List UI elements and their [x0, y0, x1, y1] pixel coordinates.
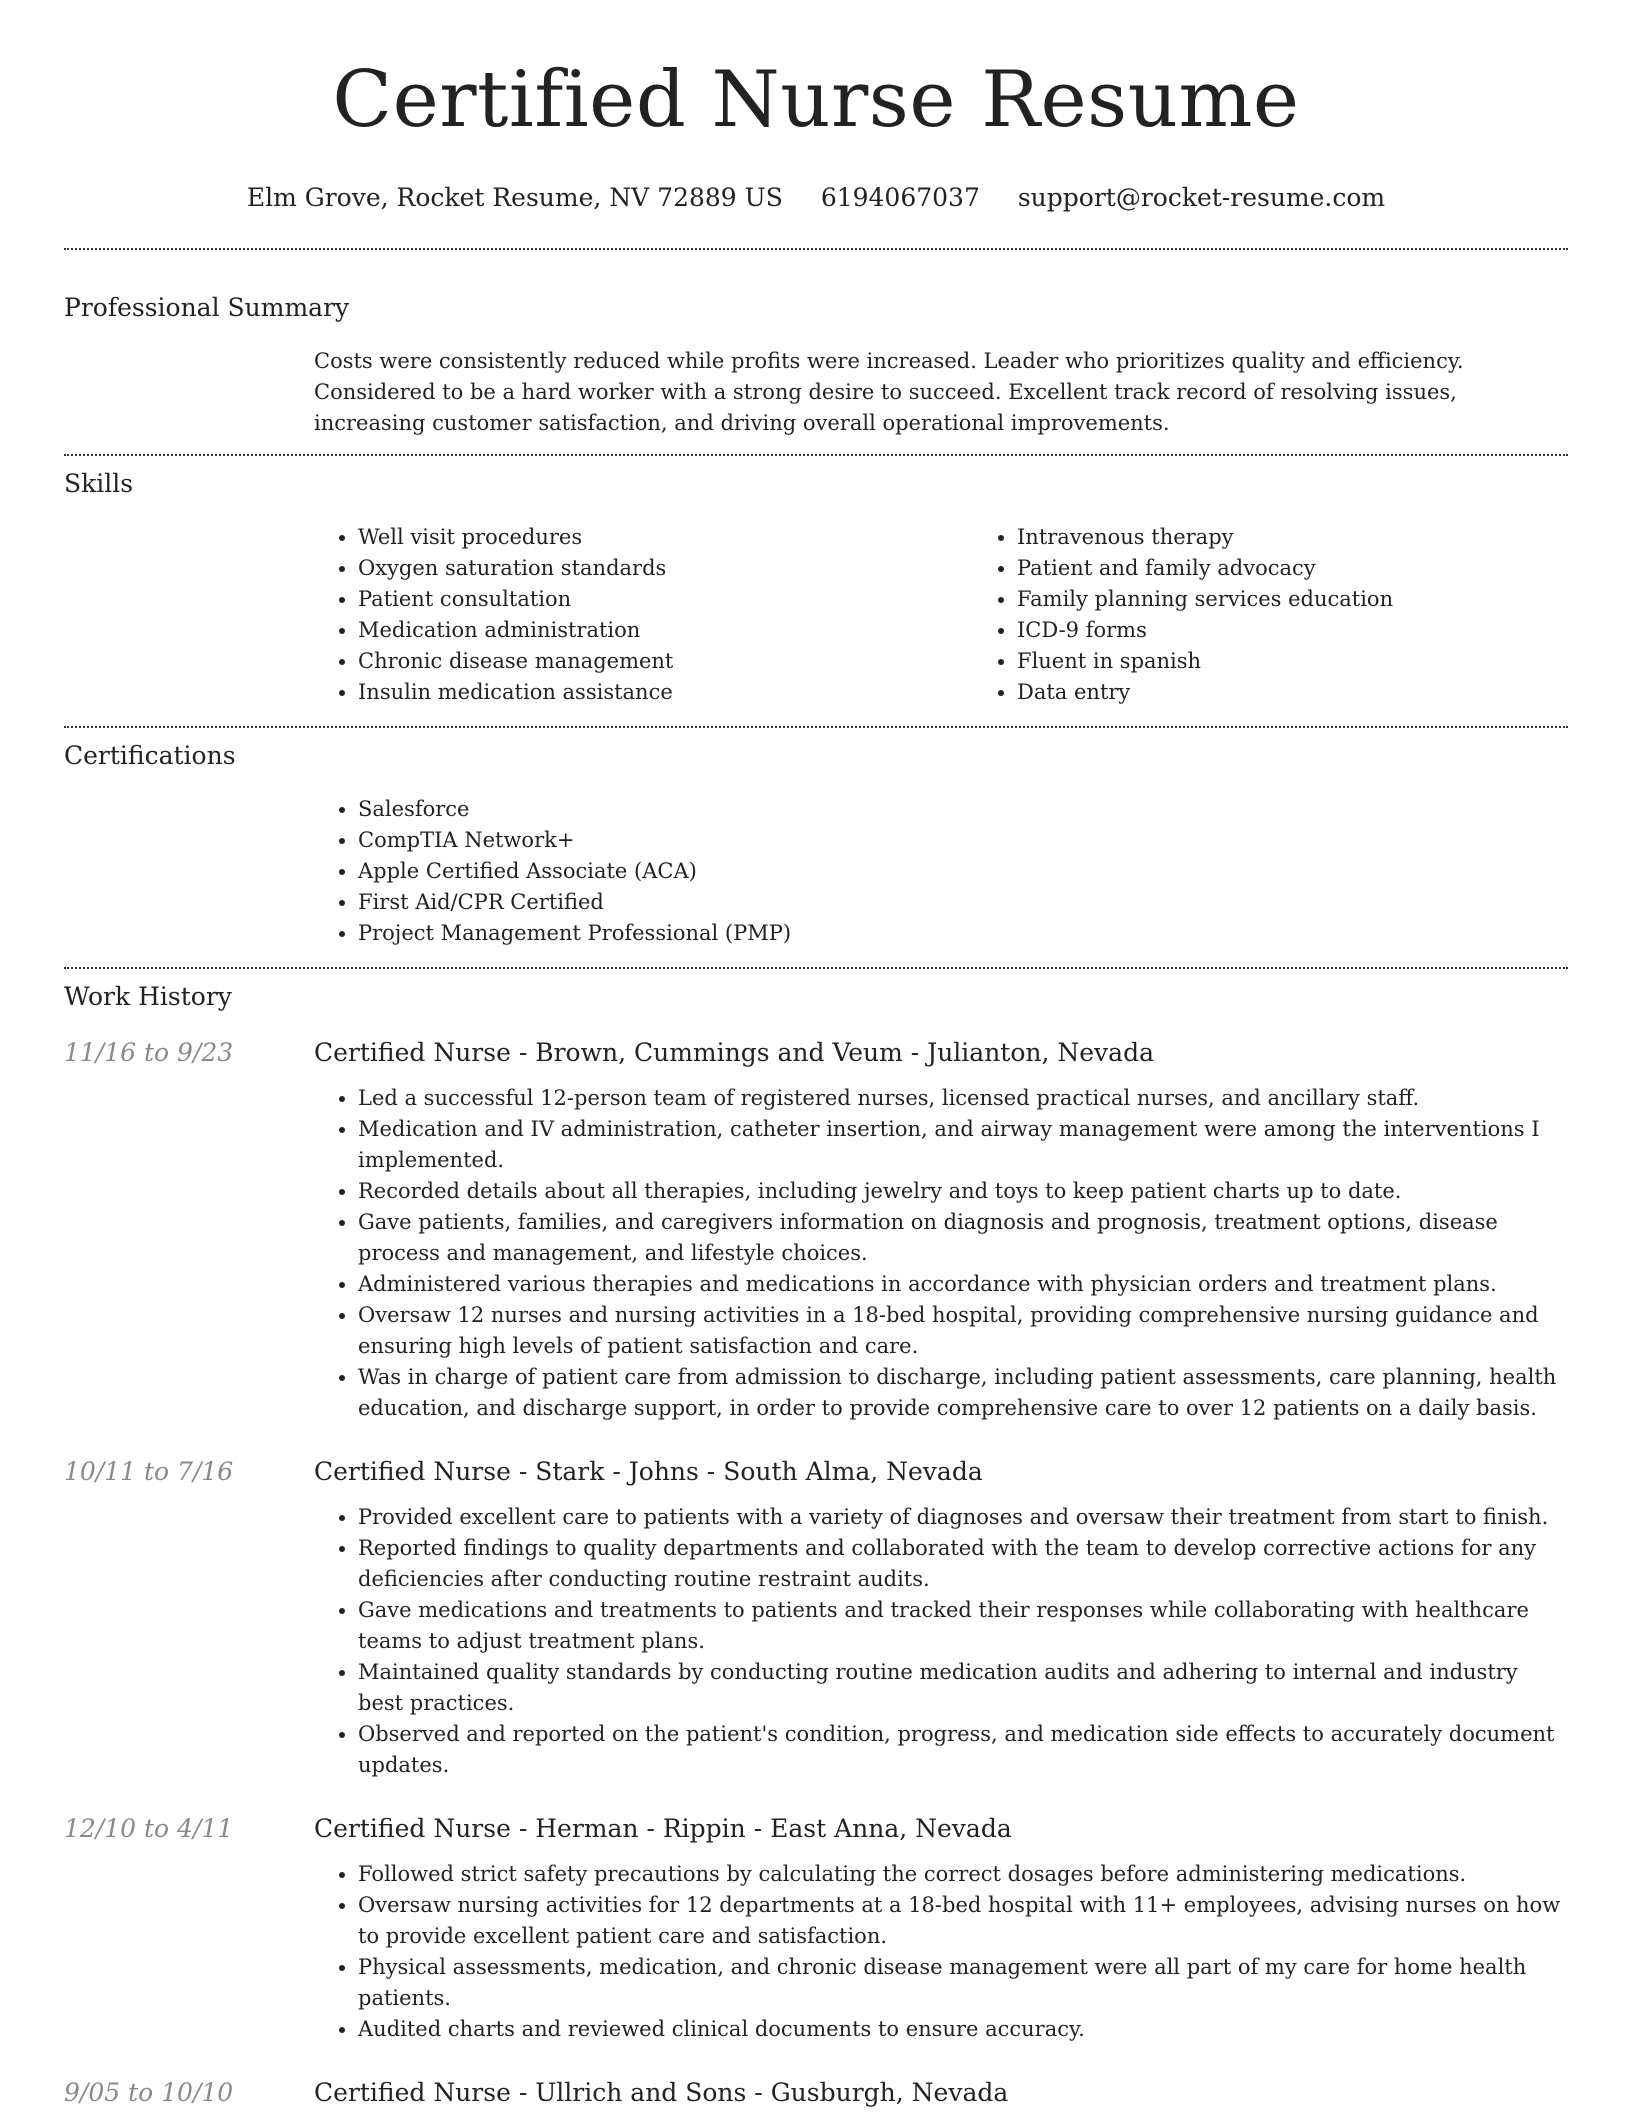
- section-title-skills: Skills: [64, 469, 134, 498]
- certifications-list: [314, 794, 1568, 949]
- job-bullet: • Gave medications and treatments to patients and tracked their responses while collaborating with healthcare teams to adjust treatment plans.: [358, 1595, 1568, 1657]
- job-bullet: • Gave patients, families, and caregivers information on diagnosis and prognosis, treatment options, disease process and management, and lifestyle choices.: [358, 1207, 1568, 1269]
- certification-item: • First Aid/CPR Certified: [358, 887, 1568, 918]
- divider: [64, 726, 1568, 728]
- divider: [64, 454, 1568, 456]
- job-bullet: • Reported findings to quality departments and collaborated with the team to develop corrective actions for any deficiencies after conducting routine restraint audits.: [358, 1533, 1568, 1595]
- skills-list-left: [314, 522, 973, 708]
- job-dates: 10/11 to 7/16: [64, 1457, 234, 1486]
- job-bullet: • Audited charts and reviewed clinical documents to ensure accuracy.: [358, 2014, 1568, 2045]
- resume-page: [64, 0, 1568, 2109]
- job-dates: 11/16 to 9/23: [64, 1038, 234, 1067]
- job-bullet: • Led a successful 12-person team of registered nurses, licensed practical nurses, and ancillary staff.: [358, 1083, 1568, 1114]
- skill-item: • Chronic disease management: [358, 646, 973, 677]
- job-dates: 12/10 to 4/11: [64, 1814, 234, 1843]
- skill-item: • Data entry: [1017, 677, 1632, 708]
- job-bullets: [314, 1502, 1568, 1781]
- skill-item: • Intravenous therapy: [1017, 522, 1632, 553]
- job-bullet: • Administered various therapies and medications in accordance with physician orders and treatment plans.: [358, 1269, 1568, 1300]
- job-bullet: • Oversaw 12 nurses and nursing activities in a 18-bed hospital, providing comprehensive nursing guidance and ensuring high levels of patient satisfaction and care.: [358, 1300, 1568, 1362]
- job-bullet: • Observed and reported on the patient's condition, progress, and medication side effects to accurately document updates.: [358, 1719, 1568, 1781]
- job-bullet: • Recorded details about all therapies, including jewelry and toys to keep patient charts up to date.: [358, 1176, 1568, 1207]
- divider: [64, 248, 1568, 250]
- skill-item: • Insulin medication assistance: [358, 677, 973, 708]
- certification-item: • Project Management Professional (PMP): [358, 918, 1568, 949]
- skill-item: • Oxygen saturation standards: [358, 553, 973, 584]
- divider: [64, 967, 1568, 969]
- job-bullet: • Maintained quality standards by conducting routine medication audits and adhering to internal and industry best practices.: [358, 1657, 1568, 1719]
- work-history-section: [64, 981, 1568, 2109]
- job-bullet: • Followed strict safety precautions by calculating the correct dosages before administering medications.: [358, 1859, 1568, 1890]
- job-bullets: [314, 1083, 1568, 1424]
- certifications-section: [64, 740, 1568, 949]
- skill-item: • ICD-9 forms: [1017, 615, 1632, 646]
- skill-item: • Patient and family advocacy: [1017, 553, 1632, 584]
- job-heading: Certified Nurse - Stark - Johns - South Alma, Nevada: [314, 1457, 983, 1486]
- job-bullet: • Oversaw nursing activities for 12 departments at a 18-bed hospital with 11+ employees, advising nurses on how to provide excellent patient care and satisfaction.: [358, 1890, 1568, 1952]
- skill-item: • Family planning services education: [1017, 584, 1632, 615]
- job-entry: [64, 1813, 1568, 2045]
- contact-phone: 6194067037: [820, 183, 980, 212]
- job-heading: Certified Nurse - Herman - Rippin - East Anna, Nevada: [314, 1814, 1012, 1843]
- job-entry: [64, 2077, 1568, 2109]
- section-title-certifications: Certifications: [64, 741, 236, 770]
- skill-item: • Patient consultation: [358, 584, 973, 615]
- job-entry: [64, 1456, 1568, 1781]
- resume-title: Certified Nurse Resume: [332, 55, 1300, 145]
- summary-section: [64, 292, 1568, 439]
- contact-address: Elm Grove, Rocket Resume, NV 72889 US: [246, 183, 783, 212]
- section-title-work-history: Work History: [64, 982, 232, 1011]
- summary-text: Costs were consistently reduced while profits were increased. Leader who prioritizes quality and efficiency. Considered to be a hard worker with a strong desire to succeed. Excellent track record of resolving issues, increasing customer satisfaction, and driving overall operational improvements.: [314, 349, 1464, 435]
- skills-list-right: [973, 522, 1632, 708]
- job-bullet: • Was in charge of patient care from admission to discharge, including patient assessments, care planning, health education, and discharge support, in order to provide comprehensive care to over 12 patients on a daily basis.: [358, 1362, 1568, 1424]
- contact-email: support@rocket-resume.com: [1017, 183, 1386, 212]
- certification-item: • Salesforce: [358, 794, 1568, 825]
- job-bullets: [314, 1859, 1568, 2045]
- certification-item: • CompTIA Network+: [358, 825, 1568, 856]
- job-heading: Certified Nurse - Ullrich and Sons - Gusburgh, Nevada: [314, 2078, 1009, 2107]
- skill-item: • Fluent in spanish: [1017, 646, 1632, 677]
- certification-item: • Apple Certified Associate (ACA): [358, 856, 1568, 887]
- skill-item: • Well visit procedures: [358, 522, 973, 553]
- job-heading: Certified Nurse - Brown, Cummings and Veum - Julianton, Nevada: [314, 1038, 1154, 1067]
- contact-line: [64, 182, 1568, 214]
- job-bullet: • Provided excellent care to patients with a variety of diagnoses and oversaw their treatment from start to finish.: [358, 1502, 1568, 1533]
- job-bullet: • Physical assessments, medication, and chronic disease management were all part of my care for home health patients.: [358, 1952, 1568, 2014]
- job-bullet: • Medication and IV administration, catheter insertion, and airway management were among the interventions I implemented.: [358, 1114, 1568, 1176]
- section-title-summary: Professional Summary: [64, 293, 350, 322]
- skill-item: • Medication administration: [358, 615, 973, 646]
- job-entry: [64, 1037, 1568, 1424]
- job-dates: 9/05 to 10/10: [64, 2078, 234, 2107]
- skills-section: [64, 468, 1568, 708]
